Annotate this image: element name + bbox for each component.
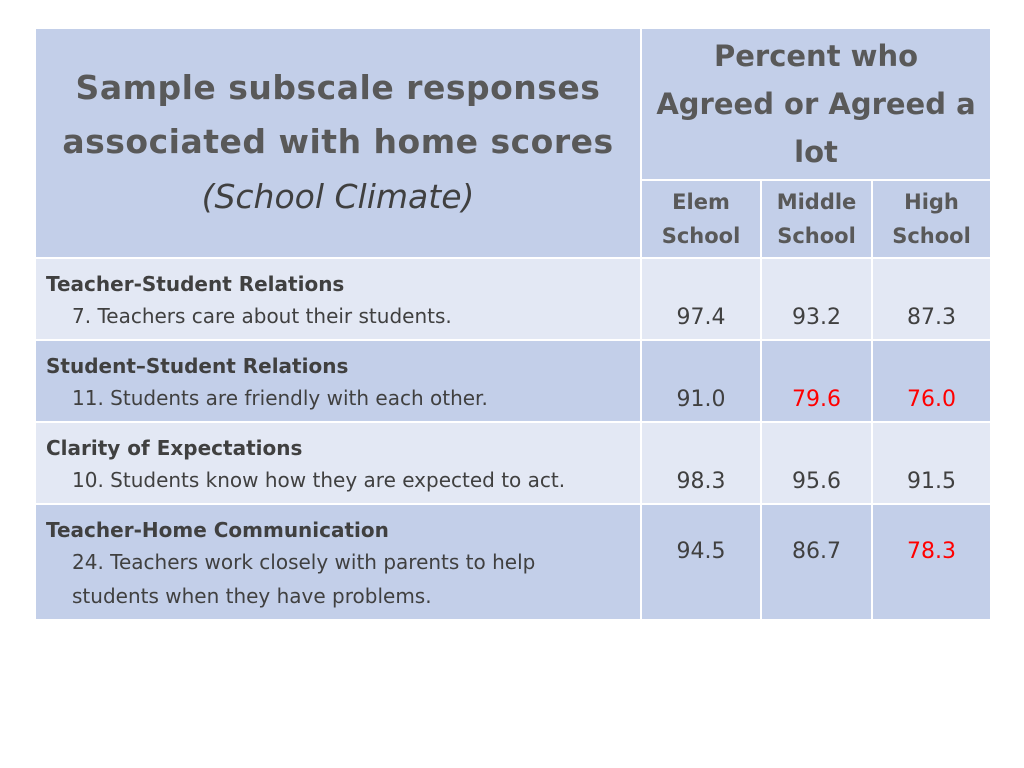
statement-text: 24. Teachers work closely with parents to help students when they have problems. (72, 550, 536, 608)
category-label: Student–Student Relations (46, 354, 349, 378)
statement-text: 11. Students are friendly with each other. (72, 386, 488, 410)
item-cell (35, 340, 641, 422)
value-elem (641, 258, 761, 340)
level-header-line2: School (777, 224, 856, 248)
value-text: 94.5 (676, 539, 726, 564)
level-header-line2: School (661, 224, 741, 248)
value-elem (641, 340, 761, 422)
level-header-line2: School (892, 224, 971, 248)
statement-text: 7. Teachers care about their students. (72, 304, 452, 328)
table-title-line-1: Sample subscale responses (75, 68, 601, 107)
level-header-line1: High (904, 190, 959, 214)
category-label: Teacher-Home Communication (46, 518, 389, 542)
level-header-line1: Middle (776, 190, 857, 214)
value-middle (761, 258, 872, 340)
value-text: 79.6 (792, 387, 841, 412)
value-elem (641, 504, 761, 620)
level-header-middle (761, 180, 872, 258)
value-middle (761, 504, 872, 620)
value-text: 91.5 (907, 469, 956, 494)
value-high-highlighted (872, 340, 991, 422)
table-subtitle: (School Climate) (201, 177, 475, 216)
climate-table (34, 27, 992, 621)
value-elem (641, 422, 761, 504)
value-text: 78.3 (907, 539, 956, 564)
value-text: 98.3 (676, 469, 726, 494)
level-header-line1: Elem (672, 190, 730, 214)
item-cell (35, 504, 641, 620)
category-label: Clarity of Expectations (46, 436, 303, 460)
percent-header (641, 28, 991, 180)
value-text: 97.4 (676, 305, 726, 330)
table-title-cell (35, 28, 641, 258)
table-row (35, 258, 991, 340)
value-text: 86.7 (792, 539, 841, 564)
value-text: 76.0 (907, 387, 956, 412)
item-cell (35, 422, 641, 504)
table-row (35, 422, 991, 504)
value-text: 95.6 (792, 469, 841, 494)
category-label: Teacher-Student Relations (46, 272, 345, 296)
value-high-highlighted (872, 504, 991, 620)
table-row (35, 504, 991, 620)
value-middle-highlighted (761, 340, 872, 422)
value-high (872, 258, 991, 340)
value-text: 91.0 (676, 387, 726, 412)
statement-text: 10. Students know how they are expected to act. (72, 468, 566, 492)
level-header-elem (641, 180, 761, 258)
table-title-line-2: associated with home scores (62, 122, 614, 161)
value-text: 87.3 (907, 305, 956, 330)
level-header-high (872, 180, 991, 258)
value-high (872, 422, 991, 504)
percent-header-text: Percent who Agreed or Agreed a lot (656, 39, 976, 169)
value-text: 93.2 (792, 305, 841, 330)
value-middle (761, 422, 872, 504)
table-row (35, 340, 991, 422)
item-cell (35, 258, 641, 340)
